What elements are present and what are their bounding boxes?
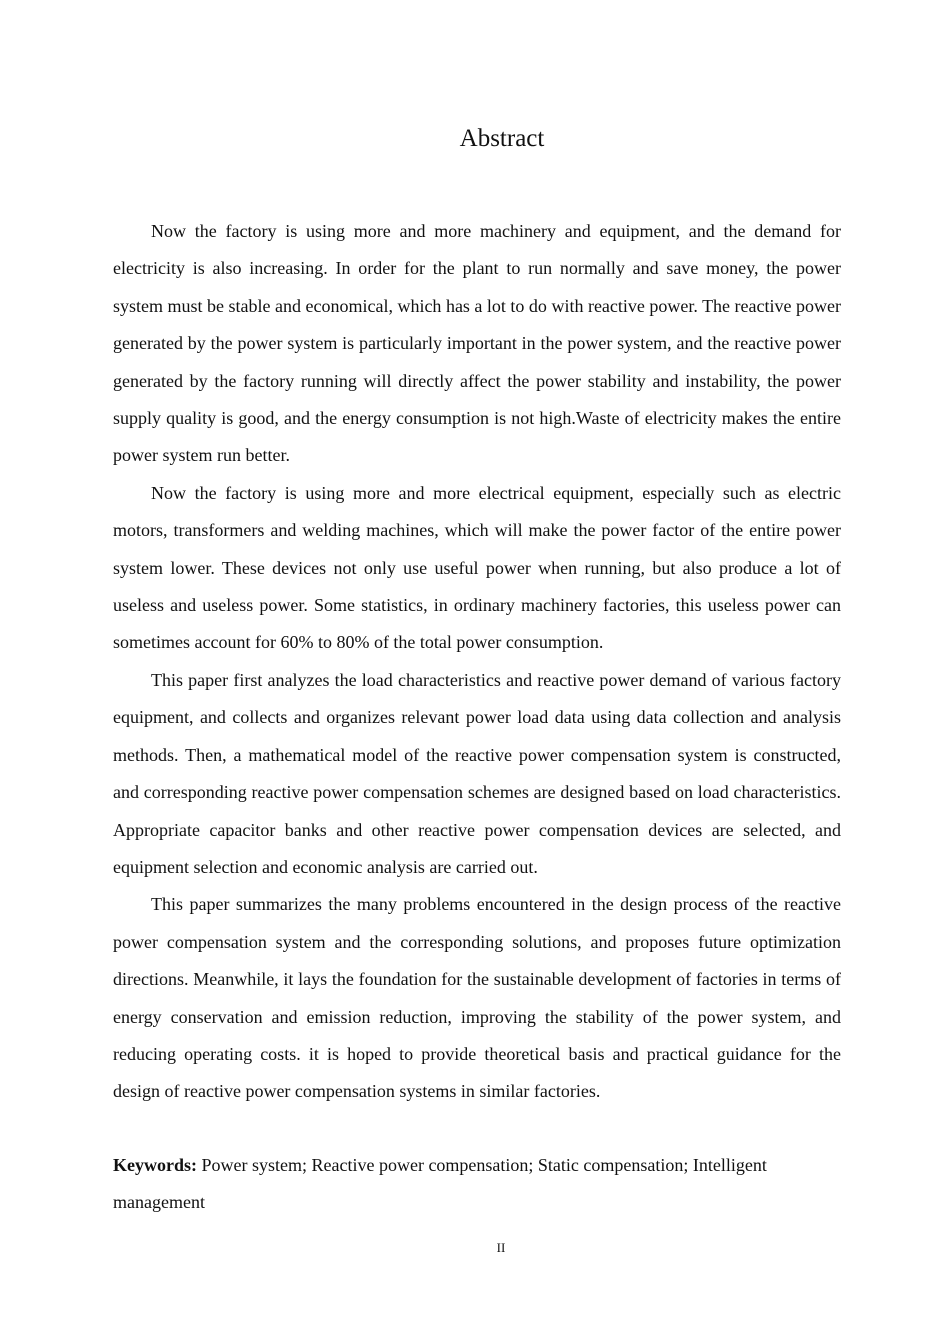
abstract-paragraph-4: This paper summarizes the many problems encountered in the design process of the reactive power compensation system and the corresponding solutions, and proposes future optimization directions. Meanwhile, it lays the foundation for the sustainable development of factories in terms of energy conservation and emission reduction, improving the stability of the power system, and reducing operating costs. it is hoped to provide theoretical basis and practical guidance for the design of reactive power compensation systems in similar factories. <box>113 894 841 1102</box>
page-number: II <box>496 1240 506 1255</box>
abstract-body <box>113 213 841 1111</box>
abstract-paragraph-1: Now the factory is using more and more machinery and equipment, and the demand for electricity is also increasing. In order for the plant to run normally and save money, the power system must be stable and economical, which has a lot to do with reactive power. The reactive power generated by the power system is particularly important in the power system, and the reactive power generated by the factory running will directly affect the power stability and instability, the power supply quality is good, and the energy consumption is not high.Waste of electricity makes the entire power system run better. <box>113 221 841 466</box>
keywords-text: Power system; Reactive power compensation; Static compensation; Intelligent management <box>113 1155 767 1213</box>
abstract-paragraph-3: This paper first analyzes the load characteristics and reactive power demand of various factory equipment, and collects and organizes relevant power load data using data collection and analysis methods. Then, a mathematical model of the reactive power compensation system is constructed, and corresponding reactive power compensation schemes are designed based on load characteristics. Appropriate capacitor banks and other reactive power compensation devices are selected, and equipment selection and economic analysis are carried out. <box>113 669 841 877</box>
abstract-title: Abstract <box>459 125 545 152</box>
keywords-label: Keywords: <box>113 1155 197 1175</box>
keywords-line <box>113 1147 841 1222</box>
abstract-paragraph-2: Now the factory is using more and more electrical equipment, especially such as electric motors, transformers and welding machines, which will make the power factor of the entire power system lower. These devices not only use useful power when running, but also produce a lot of useless and useless power. Some statistics, in ordinary machinery factories, this useless power can sometimes account for 60% to 80% of the total power consumption. <box>113 482 841 653</box>
